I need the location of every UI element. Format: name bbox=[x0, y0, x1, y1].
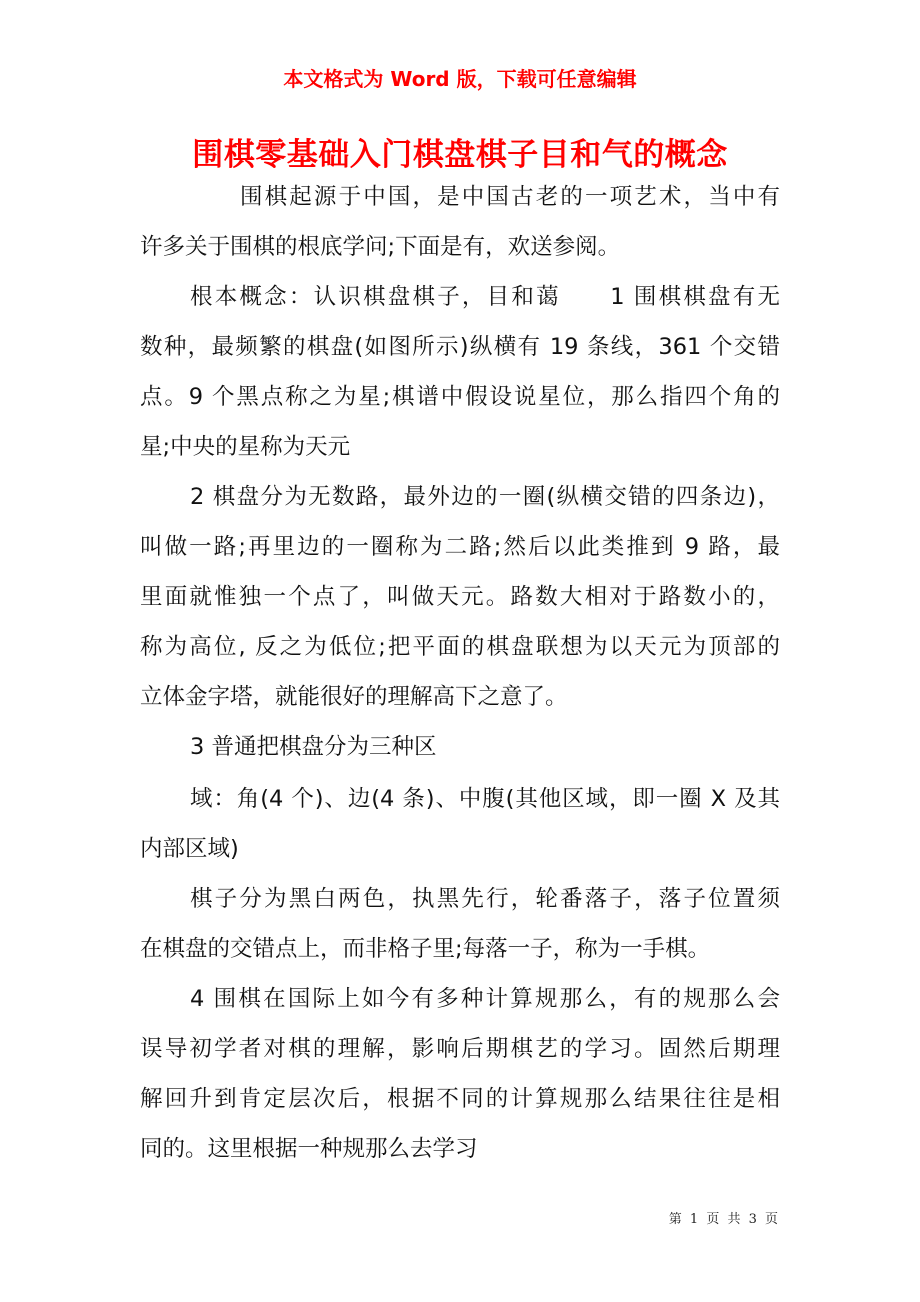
body-line: 围棋起源于中国，是中国古老的一项艺术，当中有 bbox=[240, 184, 780, 210]
body-line: 误导初学者对棋的理解，影响后期棋艺的学习。固然后期理 bbox=[140, 1036, 780, 1062]
body-line: 3 普通把棋盘分为三种区 bbox=[190, 734, 437, 760]
body-line: 2 棋盘分为无数路，最外边的一圈(纵横交错的四条边)， bbox=[190, 484, 780, 510]
body-line: 许多关于围棋的根底学问;下面是有，欢送参阅。 bbox=[140, 234, 621, 260]
body-line: 星;中央的星称为天元 bbox=[140, 434, 351, 460]
body-line: 根本概念：认识棋盘棋子，目和蔼 1 围棋棋盘有无 bbox=[190, 284, 780, 310]
body-line: 内部区域) bbox=[140, 836, 239, 862]
body-line: 称为高位, 反之为低位;把平面的棋盘联想为以天元为顶部的 bbox=[140, 634, 780, 660]
body-line: 解回升到肯定层次后，根据不同的计算规那么结果往往是相 bbox=[140, 1086, 780, 1112]
body-line: 立体金字塔，就能很好的理解高下之意了。 bbox=[140, 684, 568, 710]
body-line: 数种，最频繁的棋盘(如图所示)纵横有 19 条线，361 个交错 bbox=[140, 334, 780, 360]
body-line: 在棋盘的交错点上，而非格子里;每落一子，称为一手棋。 bbox=[140, 936, 711, 962]
page-title: 围棋零基础入门棋盘棋子目和气的概念 bbox=[192, 137, 728, 173]
download-notice: 本文格式为 Word 版，下载可任意编辑 bbox=[283, 67, 637, 91]
body-line: 棋子分为黑白两色，执黑先行，轮番落子，落子位置须 bbox=[190, 886, 780, 912]
body-line: 4 围棋在国际上如今有多种计算规那么，有的规那么会 bbox=[190, 986, 780, 1012]
body-line: 同的。这里根据一种规那么去学习 bbox=[140, 1136, 478, 1162]
body-line: 点。9 个黑点称之为星;棋谱中假设说星位，那么指四个角的 bbox=[140, 384, 780, 410]
body-line: 域：角(4 个)、边(4 条)、中腹(其他区域，即一圈 X 及其 bbox=[190, 786, 780, 812]
page-number: 第 1 页 共 3 页 bbox=[668, 1212, 780, 1227]
body-line: 里面就惟独一个点了，叫做天元。路数大相对于路数小的， bbox=[140, 584, 780, 610]
body-line: 叫做一路;再里边的一圈称为二路;然后以此类推到 9 路，最 bbox=[140, 534, 780, 560]
